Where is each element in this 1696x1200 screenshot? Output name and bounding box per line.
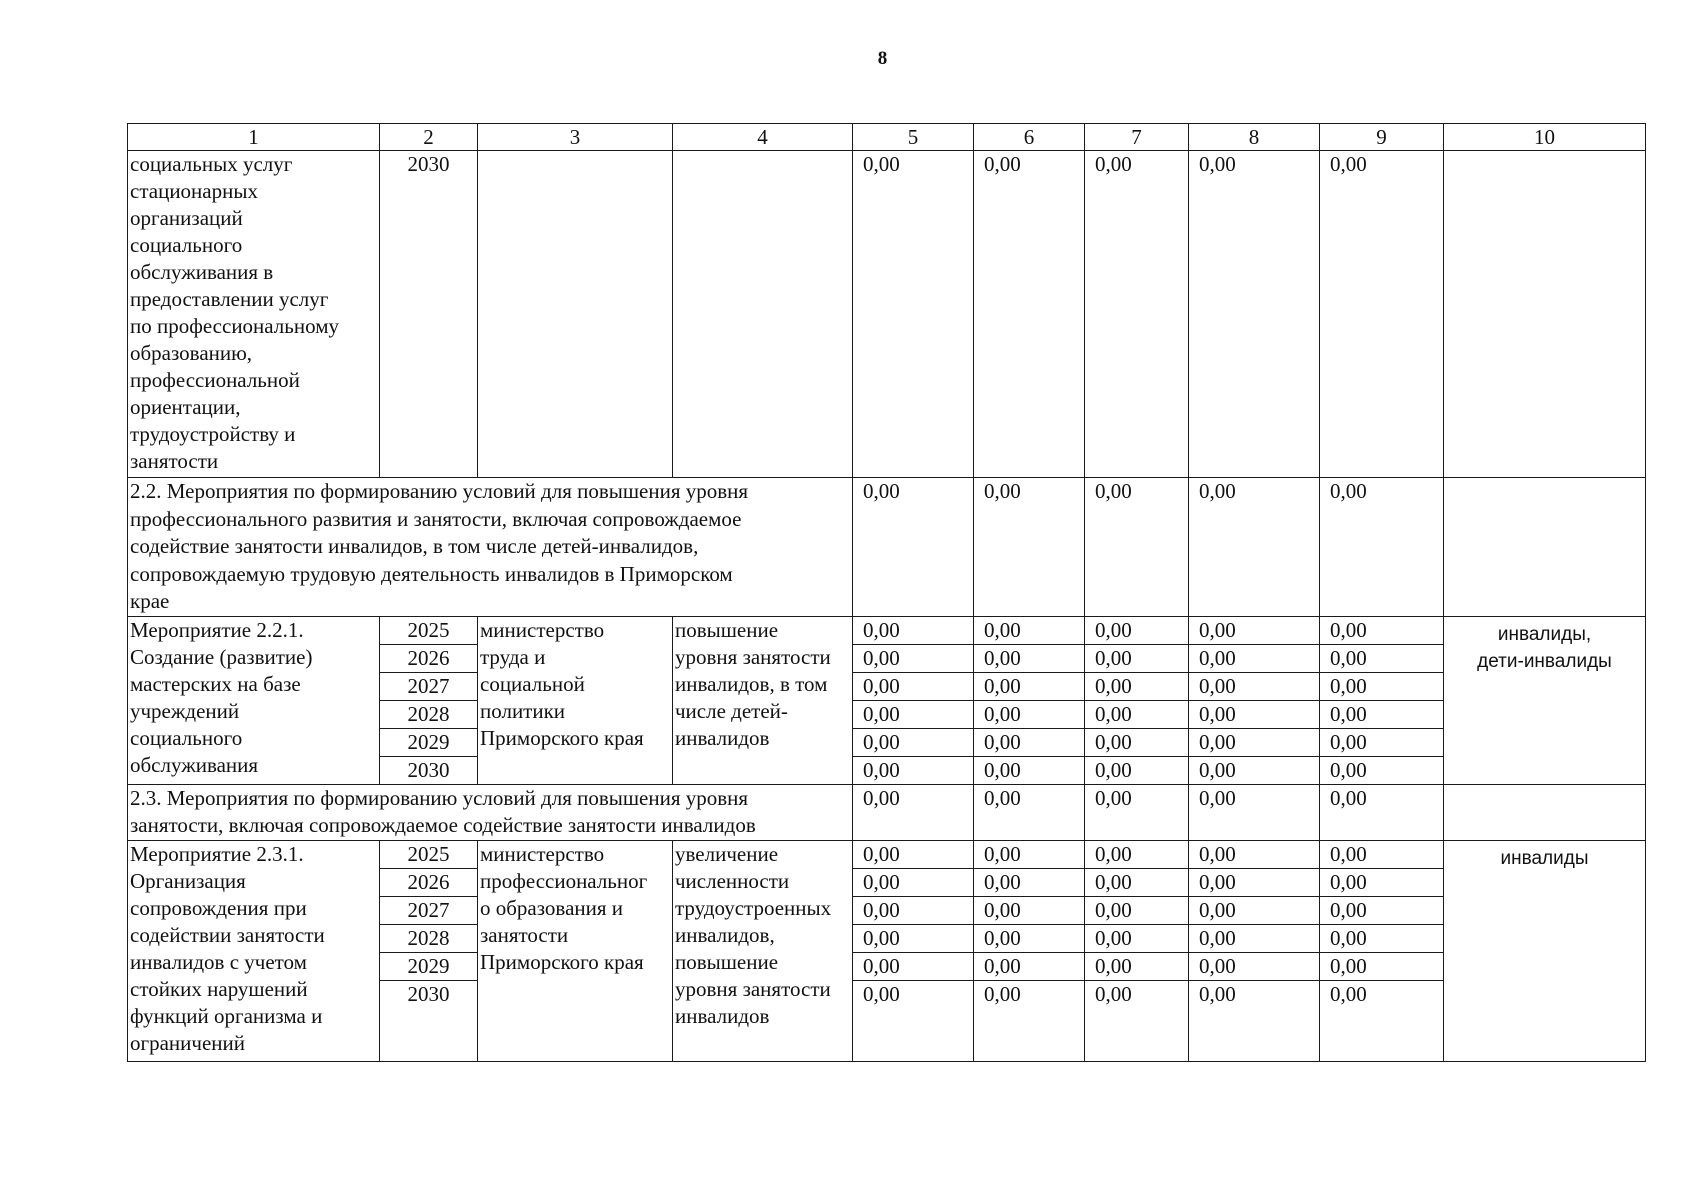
value-cell: 0,00 <box>1320 896 1444 924</box>
program-table <box>127 123 1646 1062</box>
header-row <box>128 124 1646 151</box>
executor-cell: министерство труда и социальной политики Приморского края <box>478 616 673 784</box>
value-cell: 0,00 <box>1189 478 1320 617</box>
value-cell: 0,00 <box>853 952 974 980</box>
executor-cell <box>478 151 673 478</box>
value-cell: 0,00 <box>1085 616 1189 644</box>
year-cell: 2028 <box>380 700 478 728</box>
year-cell: 2027 <box>380 896 478 924</box>
value-cell: 0,00 <box>974 952 1085 980</box>
value-cell: 0,00 <box>1189 700 1320 728</box>
value-cell: 0,00 <box>974 896 1085 924</box>
value-cell: 0,00 <box>974 728 1085 756</box>
year-cell: 2028 <box>380 924 478 952</box>
value-cell: 0,00 <box>1320 980 1444 1061</box>
value-cell: 0,00 <box>974 784 1085 840</box>
value-cell: 0,00 <box>1085 868 1189 896</box>
value-cell: 0,00 <box>1085 924 1189 952</box>
value-cell: 0,00 <box>853 784 974 840</box>
value-cell: 0,00 <box>1320 784 1444 840</box>
measure-title: социальных услуг стационарных организаций социального обслуживания в предоставлении услуг по профессиональному образованию, профессиональной ориентации, трудоустройству и занятости <box>128 151 380 478</box>
value-cell: 0,00 <box>1320 616 1444 644</box>
section-row <box>128 784 1646 840</box>
value-cell: 0,00 <box>1320 868 1444 896</box>
value-cell: 0,00 <box>974 616 1085 644</box>
header-cell: 7 <box>1085 124 1189 151</box>
measure-title: Мероприятие 2.2.1. Создание (развитие) мастерских на базе учреждений социального обслуживания <box>128 616 380 784</box>
value-cell: 0,00 <box>853 478 974 617</box>
target-cell: инвалиды, дети-инвалиды <box>1444 616 1646 784</box>
result-cell: повышение уровня занятости инвалидов, в том числе детей- инвалидов <box>673 616 853 784</box>
value-cell: 0,00 <box>1189 896 1320 924</box>
value-cell: 0,00 <box>1189 672 1320 700</box>
value-cell: 0,00 <box>1189 616 1320 644</box>
result-cell: увеличение численности трудоустроенных инвалидов, повышение уровня занятости инвалидов <box>673 840 853 1061</box>
value-cell: 0,00 <box>853 151 974 478</box>
section-title: 2.3. Мероприятия по формированию условий для повышения уровня занятости, включая сопровождаемое содействие занятости инвалидов <box>128 784 853 840</box>
table-row <box>128 840 1646 868</box>
value-cell: 0,00 <box>853 644 974 672</box>
value-cell: 0,00 <box>1085 478 1189 617</box>
year-cell: 2026 <box>380 868 478 896</box>
year-cell: 2030 <box>380 980 478 1061</box>
value-cell: 0,00 <box>1085 896 1189 924</box>
value-cell: 0,00 <box>1189 840 1320 868</box>
target-cell <box>1444 784 1646 840</box>
header-cell: 3 <box>478 124 673 151</box>
value-cell: 0,00 <box>853 840 974 868</box>
value-cell: 0,00 <box>1085 700 1189 728</box>
year-cell: 2026 <box>380 644 478 672</box>
value-cell: 0,00 <box>1085 151 1189 478</box>
header-cell: 9 <box>1320 124 1444 151</box>
value-cell: 0,00 <box>1085 644 1189 672</box>
value-cell: 0,00 <box>853 756 974 784</box>
value-cell: 0,00 <box>1189 868 1320 896</box>
value-cell: 0,00 <box>853 924 974 952</box>
year-cell: 2030 <box>380 756 478 784</box>
value-cell: 0,00 <box>1085 980 1189 1061</box>
value-cell: 0,00 <box>1189 980 1320 1061</box>
value-cell: 0,00 <box>1085 952 1189 980</box>
value-cell: 0,00 <box>1320 840 1444 868</box>
page-number: 8 <box>877 48 888 69</box>
value-cell: 0,00 <box>853 728 974 756</box>
value-cell: 0,00 <box>974 980 1085 1061</box>
value-cell: 0,00 <box>853 896 974 924</box>
value-cell: 0,00 <box>853 868 974 896</box>
value-cell: 0,00 <box>1320 478 1444 617</box>
value-cell: 0,00 <box>1320 700 1444 728</box>
header-cell: 1 <box>128 124 380 151</box>
value-cell: 0,00 <box>1320 728 1444 756</box>
value-cell: 0,00 <box>974 644 1085 672</box>
value-cell: 0,00 <box>1320 952 1444 980</box>
value-cell: 0,00 <box>1085 784 1189 840</box>
value-cell: 0,00 <box>853 980 974 1061</box>
value-cell: 0,00 <box>1085 672 1189 700</box>
result-cell <box>673 151 853 478</box>
value-cell: 0,00 <box>853 672 974 700</box>
value-cell: 0,00 <box>974 840 1085 868</box>
year-cell: 2025 <box>380 840 478 868</box>
value-cell: 0,00 <box>1189 784 1320 840</box>
value-cell: 0,00 <box>974 924 1085 952</box>
value-cell: 0,00 <box>1189 728 1320 756</box>
year-cell: 2030 <box>380 151 478 478</box>
target-cell <box>1444 151 1646 478</box>
header-cell: 8 <box>1189 124 1320 151</box>
value-cell: 0,00 <box>974 868 1085 896</box>
year-cell: 2029 <box>380 952 478 980</box>
table-row <box>128 151 1646 478</box>
value-cell: 0,00 <box>1320 924 1444 952</box>
value-cell: 0,00 <box>974 151 1085 478</box>
section-row <box>128 478 1646 617</box>
year-cell: 2027 <box>380 672 478 700</box>
target-cell: инвалиды <box>1444 840 1646 1061</box>
value-cell: 0,00 <box>1085 840 1189 868</box>
value-cell: 0,00 <box>974 672 1085 700</box>
header-cell: 6 <box>974 124 1085 151</box>
table-row <box>128 616 1646 644</box>
value-cell: 0,00 <box>1320 756 1444 784</box>
value-cell: 0,00 <box>974 478 1085 617</box>
section-title: 2.2. Мероприятия по формированию условий для повышения уровня профессионального развития и занятости, включая сопровождаемое содействие занятости инвалидов, в том числе детей-инвалидов, сопровождаемую трудовую деятельность инвалидов в Приморском крае <box>128 478 853 617</box>
header-cell: 10 <box>1444 124 1646 151</box>
target-cell <box>1444 478 1646 617</box>
value-cell: 0,00 <box>1189 151 1320 478</box>
value-cell: 0,00 <box>1320 644 1444 672</box>
value-cell: 0,00 <box>1189 644 1320 672</box>
value-cell: 0,00 <box>853 700 974 728</box>
header-cell: 5 <box>853 124 974 151</box>
header-cell: 2 <box>380 124 478 151</box>
value-cell: 0,00 <box>1320 672 1444 700</box>
value-cell: 0,00 <box>1320 151 1444 478</box>
year-cell: 2025 <box>380 616 478 644</box>
value-cell: 0,00 <box>1189 756 1320 784</box>
value-cell: 0,00 <box>853 616 974 644</box>
value-cell: 0,00 <box>1189 952 1320 980</box>
value-cell: 0,00 <box>1085 756 1189 784</box>
value-cell: 0,00 <box>1189 924 1320 952</box>
executor-cell: министерство профессиональног о образования и занятости Приморского края <box>478 840 673 1061</box>
measure-title: Мероприятие 2.3.1. Организация сопровождения при содействии занятости инвалидов с учетом стойких нарушений функций организма и ограничений <box>128 840 380 1061</box>
value-cell: 0,00 <box>1085 728 1189 756</box>
year-cell: 2029 <box>380 728 478 756</box>
value-cell: 0,00 <box>974 756 1085 784</box>
header-cell: 4 <box>673 124 853 151</box>
value-cell: 0,00 <box>974 700 1085 728</box>
